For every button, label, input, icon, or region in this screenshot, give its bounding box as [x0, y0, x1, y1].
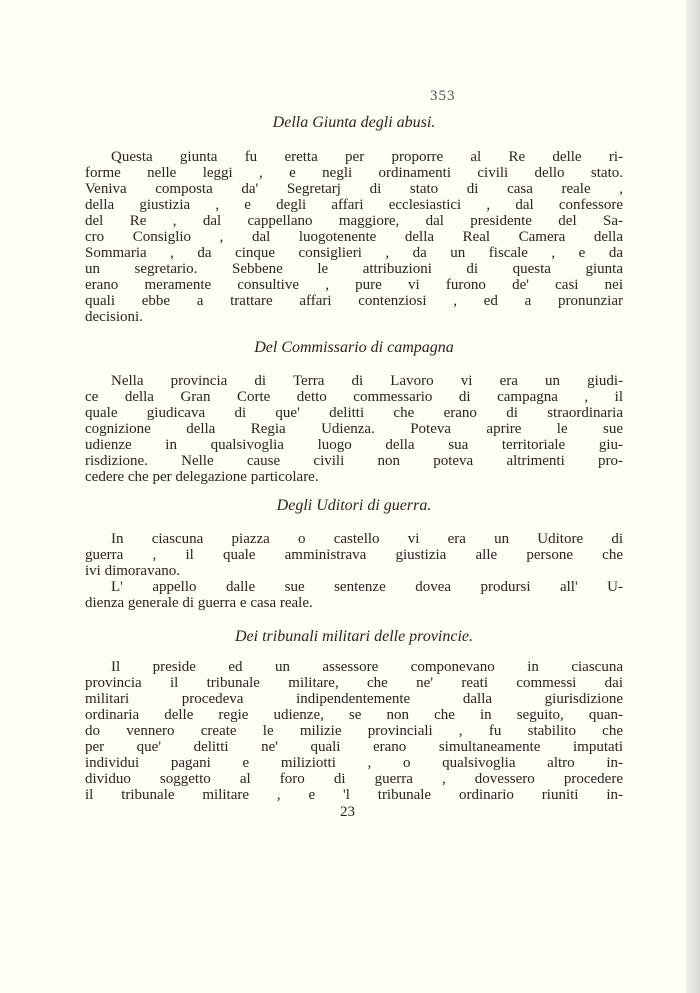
text-line: ordinaria delle regie udienze, se non che in seguito, quan-	[85, 707, 623, 723]
text-line: della giustizia , e degli affari ecclesiastici , dal confessore	[85, 197, 623, 213]
page-edge	[686, 0, 700, 993]
text-line: cedere che per delegazione particolare.	[85, 469, 319, 485]
text-line: do vennero create le milizie provinciali , fu stabilito che	[85, 723, 623, 739]
text-line: militari procedeva indipendentemente dalla giurisdizione	[85, 691, 623, 707]
section-heading: Dei tribunali militari delle provincie.	[234, 628, 474, 645]
text-line: Questa giunta fu eretta per proporre al Re delle ri-	[111, 149, 623, 165]
text-line: L' appello dalle sue sentenze dovea prodursi all' U-	[111, 579, 623, 595]
text-line: quale giudicava di que' delitti che erano di straordinaria	[85, 405, 623, 421]
text-line: Sommaria , da cinque consiglieri , da un fiscale , e da	[85, 245, 623, 261]
section-heading: Della Giunta degli abusi.	[272, 114, 436, 131]
text-line: provincia il tribunale militare, che ne' reati commessi dai	[85, 675, 623, 691]
text-line: il tribunale militare , e 'l tribunale ordinario riuniti in-	[85, 787, 623, 803]
text-line: dividuo soggetto al foro di guerra , dovessero procedere	[85, 771, 623, 787]
text-line: del Re , dal cappellano maggiore, dal presidente del Sa-	[85, 213, 623, 229]
text-line: un segretario. Sebbene le attribuzioni di questa giunta	[85, 261, 623, 277]
section-heading: Degli Uditori di guerra.	[276, 497, 432, 514]
text-line: Il preside ed un assessore componevano in ciascuna	[111, 659, 623, 675]
text-line: ivi dimoravano.	[85, 563, 180, 579]
text-line: Nella provincia di Terra di Lavoro vi era un giudi-	[111, 373, 623, 389]
text-line: cro Consiglio , dal luogotenente della Real Camera della	[85, 229, 623, 245]
text-line: cognizione della Regia Udienza. Poteva aprire le sue	[85, 421, 623, 437]
text-line: udienze in qualsivoglia luogo della sua territoriale giu-	[85, 437, 623, 453]
text-line: quali ebbe a trattare affari contenziosi , ed a pronunziar	[85, 293, 623, 309]
text-line: risdizione. Nelle cause civili non poteva altrimenti pro-	[85, 453, 623, 469]
text-line: guerra , il quale amministrava giustizia alle persone che	[85, 547, 623, 563]
text-line: dienza generale di guerra e casa reale.	[85, 595, 313, 611]
text-line: In ciascuna piazza o castello vi era un Uditore di	[111, 531, 623, 547]
section-heading: Del Commissario di campagna	[254, 339, 454, 356]
page-number: 353	[430, 88, 456, 104]
text-line: per que' delitti ne' quali erano simultaneamente imputati	[85, 739, 623, 755]
text-line: forme nelle leggi , e negli ordinamenti civili dello stato.	[85, 165, 623, 181]
text-line: decisioni.	[85, 309, 143, 325]
text-line: ce della Gran Corte detto commessario di campagna , il	[85, 389, 623, 405]
text-line: individui pagani e miliziotti , o qualsivoglia altro in-	[85, 755, 623, 771]
signature-mark: 23	[340, 804, 355, 820]
text-line: erano meramente consultive , pure vi furono de' casi nei	[85, 277, 623, 293]
text-line: Veniva composta da' Segretarj di stato di casa reale ,	[85, 181, 623, 197]
